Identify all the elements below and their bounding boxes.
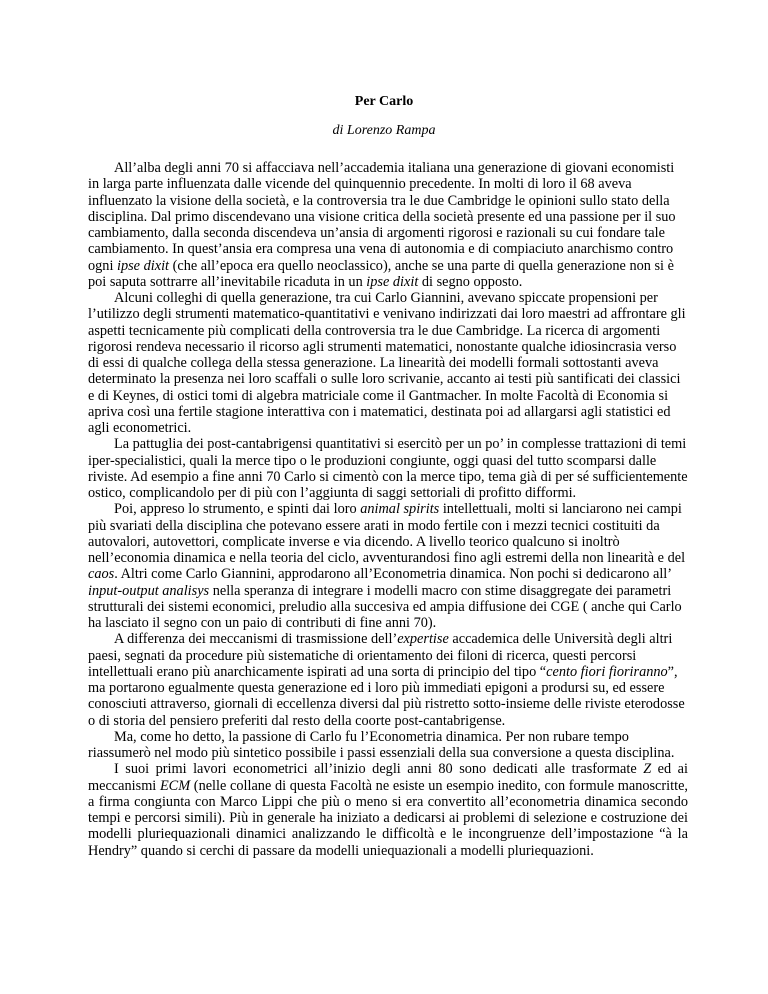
- italic-text: ipse dixit: [366, 273, 419, 290]
- italic-text: animal spirits: [360, 501, 440, 518]
- document-author: di Lorenzo Rampa: [332, 123, 436, 138]
- paragraph-text: (che all’epoca era quello neoclassico), anche se una parte di quella generazione non si è poi saputa sottrarre all’inevitabile ricaduta in un: [88, 257, 674, 290]
- paragraph-text: nella speranza di integrare i modelli macro con stime disaggregate dei parametri strutturali dei sistemi economici, preludio alla succesiva ed ampia diffusione dei CGE ( anche qui Carlo ha lasciato il segno con un paio di contributi di fine anni 70).: [88, 582, 682, 631]
- paragraph-text: (nelle collane di questa Facoltà ne esiste un esempio inedito, con formule manoscritte, a firma congiunta con Marco Lippi che più o meno si era convertito all’econometria dinamica secondo tempi e percorsi simili). Più in generale ha iniziato a dedicarsi ai problemi di selezione e costruzione dei modelli pluriequazionali dinamici analizzando le difficoltà e le incongruenze dell’impostazione “à la Hendry” quando si cerchi di passare da modelli uniequazionali a modelli pluriequazioni.: [88, 777, 688, 859]
- paragraph-text: Alcuni colleghi di quella generazione, tra cui Carlo Giannini, avevano spiccate propensioni per l’utilizzo degli strumenti matematico-quantitativi e venivano indirizzati dai loro maestri ad affrontare gli aspetti tecnicamente più complicati della controversia tra le due Cambridge. La ricerca di argomenti rigorosi rendeva necessario il ricorso agli strumenti matematici, nonostante qualche idiosincrasia verso di essi di qualche collega della stessa generazione. La linearità dei modelli formali sottostanti aveva determinato la presenza nei loro scaffali o sulle loro scrivanie, accanto ai testi più santificati dei classici e di Keynes, di ostici tomi di algebra matriciale come il Gantmacher. In molte Facoltà di Economia si apriva così una fertile stagione interattiva con i matematici, destinata poi ad allargarsi agli statistici ed agli econometrici.: [88, 290, 686, 436]
- paragraph-text: di segno opposto.: [418, 273, 523, 290]
- paragraph-text: I suoi primi lavori econometrici all’inizio degli anni 80 sono dedicati alle trasformate: [114, 761, 644, 778]
- paragraph-text: intellettuali, molti si lanciarono nei campi più svariati della disciplina che potevano essere arati in modo fertile con i mezzi tecnici costituiti da autovalori, autovettori, complicate inverse e via dicendo. A livello teorico qualcuno si inoltrò nell’economia dinamica e nella teoria del ciclo, avventurandosi fino agli estremi della non linearità e del: [88, 501, 686, 566]
- body-paragraph: [88, 631, 688, 729]
- document-body: [88, 160, 688, 859]
- italic-text: cento fiori fioriranno: [546, 663, 668, 680]
- body-paragraph: [88, 436, 688, 501]
- body-paragraph: [88, 501, 688, 631]
- paragraph-text: A differenza dei meccanismi di trasmissione dell’: [114, 631, 398, 648]
- italic-text: expertise: [397, 631, 449, 648]
- body-paragraph: [88, 729, 688, 762]
- italic-text: ipse dixit: [117, 257, 170, 274]
- body-paragraph: [88, 290, 688, 436]
- paragraph-text: . Altri come Carlo Giannini, approdarono all’Econometria dinamica. Non pochi si dedicarono all’: [114, 566, 671, 583]
- body-paragraph: [88, 761, 688, 859]
- italic-text: input-output analisys: [88, 582, 210, 599]
- italic-text: ECM: [159, 777, 191, 794]
- italic-text: caos: [88, 566, 115, 583]
- paragraph-text: accademica delle Università degli altri paesi, segnati da procedure più sistematiche di orientamento dei filoni di ricerca, questi percorsi intellettuali erano più anarchicamente ispirati ad una sorta di principio del tipo “: [88, 631, 673, 680]
- paragraph-text: ed ai meccanismi: [88, 761, 688, 794]
- document-title: Per Carlo: [354, 94, 414, 109]
- paragraph-text: Poi, appreso lo strumento, e spinti dai loro: [114, 501, 361, 518]
- body-paragraph: [88, 160, 688, 290]
- italic-text: Z: [643, 761, 652, 778]
- paragraph-text: All’alba degli anni 70 si affacciava nell’accademia italiana una generazione di giovani economisti in larga parte influenzata dalle vicende del quinquennio precedente. In molti di loro il 68 aveva influenzato la visione della società, e la controversia tra le due Cambridge le opinioni sullo stato della disciplina. Dal primo discendevano una visione critica della società presente ed una passione per il suo cambiamento, dalla seconda discendeva un’ansia di argomenti rigorosi e razionali su cui fondare tale cambiamento. In quest’ansia era compresa una vena di autonomia e di compiaciuto anarchismo contro ogni: [88, 160, 676, 274]
- paragraph-text: ”, ma portarono egualmente questa generazione ed i loro più immediati epigoni a prodursi su, ed essere conosciuti attraverso, giornali di eccellenza diversi dal più ristretto sotto-insieme delle riviste eterodosse o di storia del pensiero preferiti dal resto della coorte post-cantabrigense.: [88, 663, 685, 729]
- paragraph-text: Ma, come ho detto, la passione di Carlo fu l’Econometria dinamica. Per non rubare tempo riassumerò nel modo più sintetico possibile i passi essenziali della sua conversione a questa disciplina.: [88, 728, 675, 761]
- paragraph-text: La pattuglia dei post-cantabrigensi quantitativi si esercitò per un po’ in complesse trattazioni di temi iper-specialistici, quali la merce tipo o le produzioni congiunte, oggi quasi del tutto scomparsi dalle riviste. Ad esempio a fine anni 70 Carlo si cimentò con la merce tipo, tema già di per sé sufficientemente ostico, complicandolo per di più con l’aggiunta di saggi settoriali di profitto difformi.: [88, 436, 688, 501]
